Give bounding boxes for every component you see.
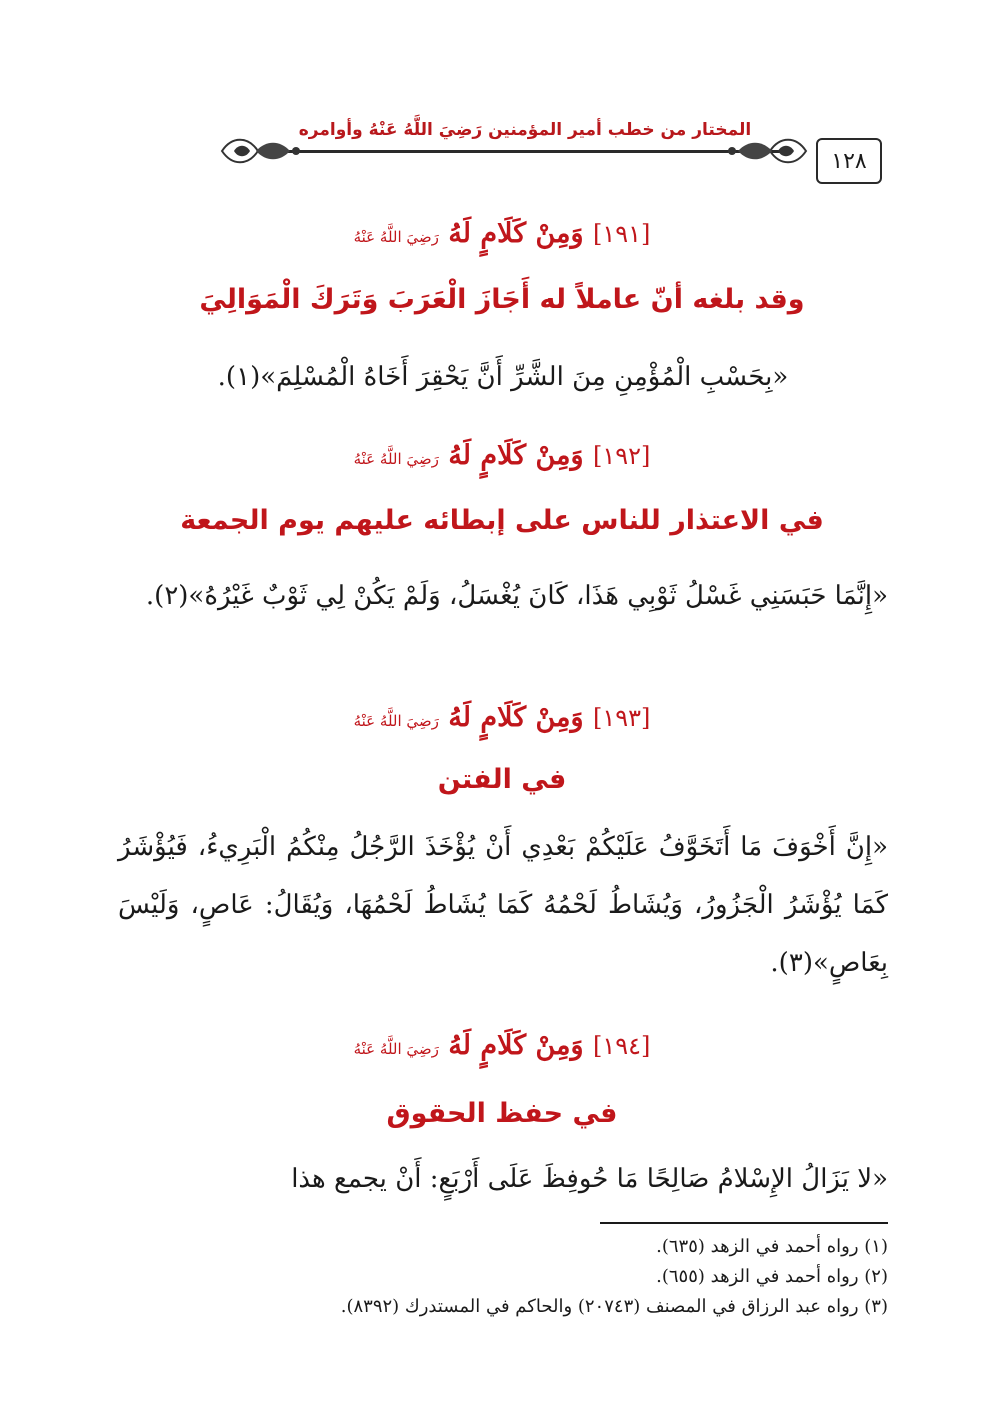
footnote-1: (١) رواه أحمد في الزهد (٦٣٥). [656,1236,888,1257]
section-heading-text: وَمِنْ كَلَامٍ لَهُ [448,702,584,733]
honorific: رَضِيَ اللَّهُ عَنْهُ [353,228,439,246]
page-header [120,120,890,182]
right-ornament-icon [726,134,808,168]
section-number: [١٩٣] [592,704,651,732]
section-heading-text: وَمِنْ كَلَامٍ لَهُ [448,218,584,249]
section-194-subheading: في حفظ الحقوق [386,1098,618,1129]
section-191-text: «بِحَسْبِ الْمُؤْمِنِ مِنَ الشَّرِّ أَنَّ يَحْقِرَ أَخَاهُ الْمُسْلِمَ»(١). [217,362,789,392]
section-192-subheading: في الاعتذار للناس على إبطائه عليهم يوم الجمعة [180,505,824,536]
section-heading-text: وَمِنْ كَلَامٍ لَهُ [448,1030,584,1061]
section-heading-text: وَمِنْ كَلَامٍ لَهُ [448,440,584,471]
section-193-heading [60,702,944,733]
section-number: [١٩٤] [592,1032,651,1060]
honorific: رَضِيَ اللَّهُ عَنْهُ [353,450,439,468]
section-192-heading [60,440,944,471]
section-191-subheading: وقد بلغه أنّ عاملاً له أَجَازَ الْعَرَبَ وَتَرَكَ الْمَوَالِيَ [199,284,805,315]
honorific: رَضِيَ اللَّهُ عَنْهُ [353,712,439,730]
honorific: رَضِيَ اللَّهُ عَنْهُ [353,1040,439,1058]
section-192-text: «إِنَّمَا حَبَسَنِي غَسْلُ ثَوْبِي هَذَا، كَانَ يُغْسَلُ، وَلَمْ يَكُنْ لِي ثَوْبٌ غَيْرُهُ»(٢). [145,581,888,611]
section-193-subheading: في الفتن [437,764,567,795]
left-ornament-icon [220,134,302,168]
footnote-3: (٣) رواه عبد الرزاق في المصنف (٢٠٧٤٣) والحاكم في المستدرك (٨٣٩٢). [340,1296,888,1317]
footnotes [118,1232,888,1322]
page-number: ١٢٨ [831,148,867,174]
section-194-heading [60,1030,944,1061]
section-number: [١٩٢] [592,442,651,470]
section-194-text: «لا يَزَالُ الإِسْلامُ صَالِحًا مَا حُوفِظَ عَلَى أَرْبَعٍ: أَنْ يجمع هذا [291,1164,888,1194]
section-number: [١٩١] [592,220,651,248]
section-193-text: «إِنَّ أَخْوَفَ مَا أَتَخَوَّفُ عَلَيْكُمْ بَعْدِي أَنْ يُؤْخَذَ الرَّجُلُ مِنْكُمُ الْبَرِيءُ، فَيُؤْشَرُ كَمَا يُؤْشَرُ الْجَزُورُ، وَيُشَاطُ لَحْمُهُ كَمَا يُشَاطُ لَحْمُهَا، وَيُقَالُ: عَاصٍ، وَلَيْسَ بِعَاصٍ»(٣). [118,832,888,978]
page-number-box [816,138,882,184]
running-title: المختار من خطب أمير المؤمنين رَضِيَ اللَّهُ عَنْهُ وأوامره [298,120,752,140]
section-191-heading [60,218,944,249]
header-rule [270,150,780,153]
footnote-rule [600,1222,888,1224]
footnote-2: (٢) رواه أحمد في الزهد (٦٥٥). [656,1266,888,1287]
